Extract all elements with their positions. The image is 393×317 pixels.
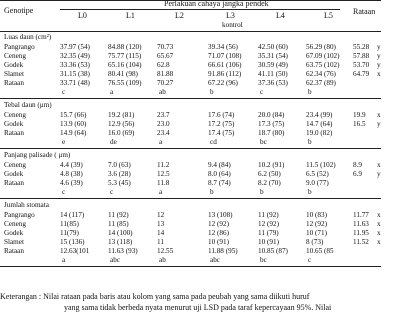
table-cell: 17.3 (75) [258,120,285,128]
table-cell: 11 (92) [258,211,279,219]
table-cell: 4.4 (39) [60,161,83,169]
section-rule [0,198,381,199]
table-cell: 42.50 (60) [258,43,288,51]
significance-letter: bc [260,138,267,146]
section-title: Panjang palisade ( μm) [4,151,71,159]
perlakuan-header: Perlakuan cahaya jangka pendek [164,0,269,8]
table-cell: 11.2 [157,161,170,169]
table-cell: 8.2 (70) [258,179,281,187]
significance-letter: a [159,138,163,146]
table-cell: 33.36 (53) [60,61,90,69]
table-cell: 19.0 (82) [306,129,333,137]
section-rule [0,266,381,267]
table-cell: 9.0 (77) [306,179,329,187]
table-cell: 14 [157,229,165,237]
section-title: Tebal daun (μm) [4,101,52,109]
table-cell: 66.61 (106) [208,61,242,69]
significance-letter: ab [159,88,166,96]
significance-letter: c [260,88,264,96]
significance-letter: bc [260,256,267,264]
table-cell: 14 (117) [60,211,85,219]
table-cell: 10 (71) [306,229,327,237]
row-label: Ceneng [4,220,26,228]
row-mean: 11.77 [353,211,369,219]
table-cell: 67.09 (102) [306,52,340,60]
table-cell: 12 (86) [208,229,229,237]
table-cell: 8.0 (64) [208,170,231,178]
row-label: Slamet [4,238,24,246]
table-cell: 62.34 (76) [306,70,336,78]
table-cell: 10.85 (87) [258,247,288,255]
significance-letter: cd [210,138,217,146]
table-cell: 12 [157,211,165,219]
note-label: Keterangan [0,292,37,301]
row-mean-letter: x [377,229,381,237]
table-cell: 10.2 (91) [258,161,285,169]
table-cell: 11 (92) [108,211,129,219]
table-cell: 84.88 (120) [108,43,142,51]
table-cell: 17.2 (75) [208,120,235,128]
table-cell: 10 (91) [208,238,229,246]
table-cell: 11(85) [60,220,79,228]
table-cell: 12 (92) [306,220,327,228]
row-mean: 11.95 [353,229,369,237]
table-cell: 12.5 [157,170,170,178]
header-rule [0,31,381,32]
table-cell: 4.6 (39) [60,179,83,187]
table-cell: 20.0 (84) [258,111,285,119]
table-cell: 19.2 (81) [108,111,135,119]
table-cell: 32.35 (49) [60,52,90,60]
row-mean: 57.88 [353,52,370,60]
row-mean: 11.63 [353,220,369,228]
row-mean: 55.28 [353,43,370,51]
table-cell: 12 (92) [208,220,229,228]
significance-letter: c [62,88,66,96]
table-cell: 13 [157,220,165,228]
table-cell: 5.3 (45) [108,179,131,187]
table-cell: 33.71 (48) [60,79,90,87]
significance-letter: b [308,88,312,96]
significance-letter: ab [159,256,166,264]
table-cell: 11.63 (93) [108,247,138,255]
row-label: Ceneng [4,111,26,119]
table-cell: 11(79) [60,229,79,237]
table-cell: 10.65 (85 [306,247,334,255]
note-line-2: yang sama tidak berbeda nyata menurut uji LSD pada taraf kepercayaan 95%. Nilai [64,303,332,312]
table-cell: 8 (73) [306,238,324,246]
table-cell: 6.2 (50) [258,170,281,178]
table-cell: 71.07 (108) [208,52,242,60]
row-mean-letter: x [377,111,381,119]
table-cell: 9.4 (84) [208,161,231,169]
table-cell: 3.6 (28) [108,170,131,178]
significance-letter: c [110,188,114,196]
table-cell: 23.4 [157,129,170,137]
row-label: Godek [4,120,24,128]
table-cell: 14.9 (64) [60,129,87,137]
table-cell: 12 (92) [258,220,279,228]
table-cell: 17.4 (75) [208,129,235,137]
significance-letter: c [62,188,66,196]
table-cell: 12.63(101 [60,247,90,255]
row-mean-letter: x [377,161,381,169]
row-mean-letter: y [377,52,381,60]
table-cell: 8.7 (74) [208,179,231,187]
table-cell: 11 (79) [258,229,279,237]
row-mean-letter: y [377,61,381,69]
table-cell: 75.77 (115) [108,52,142,60]
row-mean-letter: y [377,43,381,51]
row-mean: 8.9 [353,161,362,169]
row-mean: 64.79 [353,70,370,78]
significance-letter: b [308,188,312,196]
row-mean-letter: x [377,70,381,78]
row-mean-letter: x [377,238,381,246]
table-cell: 12.55 [157,247,174,255]
table-cell: 13.9 (60) [60,120,87,128]
row-mean: 16.5 [353,120,366,128]
table-cell: 7.0 (63) [108,161,131,169]
row-label: Ceneng [4,161,26,169]
row-label: Godek [4,229,24,237]
table-cell: 81.88 [157,70,174,78]
table-cell: 30.59 (49) [258,61,288,69]
row-mean: 11.52 [353,238,369,246]
level-header-l3: L3 [226,11,235,20]
table-cell: 65.67 [157,52,174,60]
row-label: Rataan [4,129,24,137]
table-cell: 14.7 (64) [306,120,333,128]
row-mean: 19.9 [353,111,366,119]
significance-letter: e [62,138,66,146]
note-text-1: : Nilai rataan pada baris atau kolom yang sama pada peubah yang sama diikuti huruf [38,292,310,301]
table-cell: 11 [157,238,164,246]
table-cell: 56.29 (80) [306,43,336,51]
row-mean-letter: x [377,211,381,219]
significance-letter: b [210,88,214,96]
row-label: Pangrango [4,43,35,51]
table-cell: 31.15 (38) [60,70,90,78]
significance-letter: a [159,188,163,196]
table-cell: 13 (108) [208,211,233,219]
table-cell: 37.36 (53) [258,79,288,87]
table-cell: 23.7 [157,111,170,119]
level-header-l2: L2 [175,11,184,20]
significance-letter: de [110,138,117,146]
row-mean-letter: y [377,120,381,128]
level-header-l1: L1 [126,11,135,20]
table-cell: 4.8 (38) [60,170,83,178]
table-cell: 10 (91) [258,238,279,246]
genotipe-header: Genotipe [4,6,34,15]
rataan-header: Rataan [353,7,376,16]
table-cell: 41.11 (50) [258,70,288,78]
table-cell: 12.9 (56) [108,120,135,128]
row-label: Pangrango [4,211,35,219]
table-cell: 16.0 (69) [108,129,135,137]
table-cell: 6.5 (52) [306,170,329,178]
table-cell: 11.8 [157,179,170,187]
row-mean-letter: y [377,170,381,178]
note-line-1 [0,292,309,302]
significance-letter: a [110,88,114,96]
table-cell: 17.6 (74) [208,111,235,119]
table-cell: 18.7 (80) [258,129,285,137]
table-cell: 70.73 [157,43,174,51]
row-label: Godek [4,170,24,178]
row-label: Ceneng [4,52,26,60]
table-cell: 39.34 (56) [208,43,238,51]
table-cell: 37.97 (54) [60,43,90,51]
table-cell: 15.7 (66) [60,111,87,119]
section-title: Luas daun (cm²) [4,33,52,41]
table-cell: 91.86 (112) [208,70,242,78]
section-rule [0,98,381,99]
treatment-rule [60,9,340,10]
row-label: Rataan [4,179,24,187]
section-rule [0,148,381,149]
significance-letter: a [62,256,66,264]
row-label: Slamet [4,70,24,78]
table-cell: 62.37 (89) [306,79,336,87]
table-cell: 11.88 (95) [208,247,238,255]
table-cell: 76.55 (109) [108,79,142,87]
table-cell: 11 (85) [108,220,129,228]
level-header-l4: L4 [276,11,285,20]
table-cell: 70.27 [157,79,174,87]
table-cell: 62.8 [157,61,170,69]
significance-letter: abc [110,256,120,264]
table-cell: 23.4 (99) [306,111,333,119]
significance-letter: b [210,188,214,196]
significance-letter: b [260,188,264,196]
level-header-l5: L5 [324,11,333,20]
table-cell: 13 (118) [108,238,133,246]
row-label: Rataan [4,79,24,87]
table-cell: 14 (100) [108,229,133,237]
table-cell: 11.5 (102) [306,161,336,169]
significance-letter: b [308,138,312,146]
table-cell: 67.22 (96) [208,79,238,87]
table-cell: 63.75 (102) [306,61,340,69]
table-cell: 10 (83) [306,211,327,219]
table-cell: 23.0 [157,120,170,128]
level-header-l0: L0 [78,11,87,20]
top-rule [0,0,381,1]
table-cell: 65.16 (104) [108,61,142,69]
significance-letter: c [308,256,312,264]
significance-letter: abc [210,256,220,264]
table-cell: 15 (136) [60,238,85,246]
row-label: Godek [4,61,24,69]
row-mean: 53.70 [353,61,370,69]
row-mean-letter: x [377,220,381,228]
row-mean: 6.9 [353,170,362,178]
kontrol-label: kontrol [222,21,243,29]
section-title: Jumlah stomata [4,201,49,209]
table-cell: 35.31 (54) [258,52,288,60]
table-cell: 80.41 (98) [108,70,138,78]
row-label: Rataan [4,247,24,255]
